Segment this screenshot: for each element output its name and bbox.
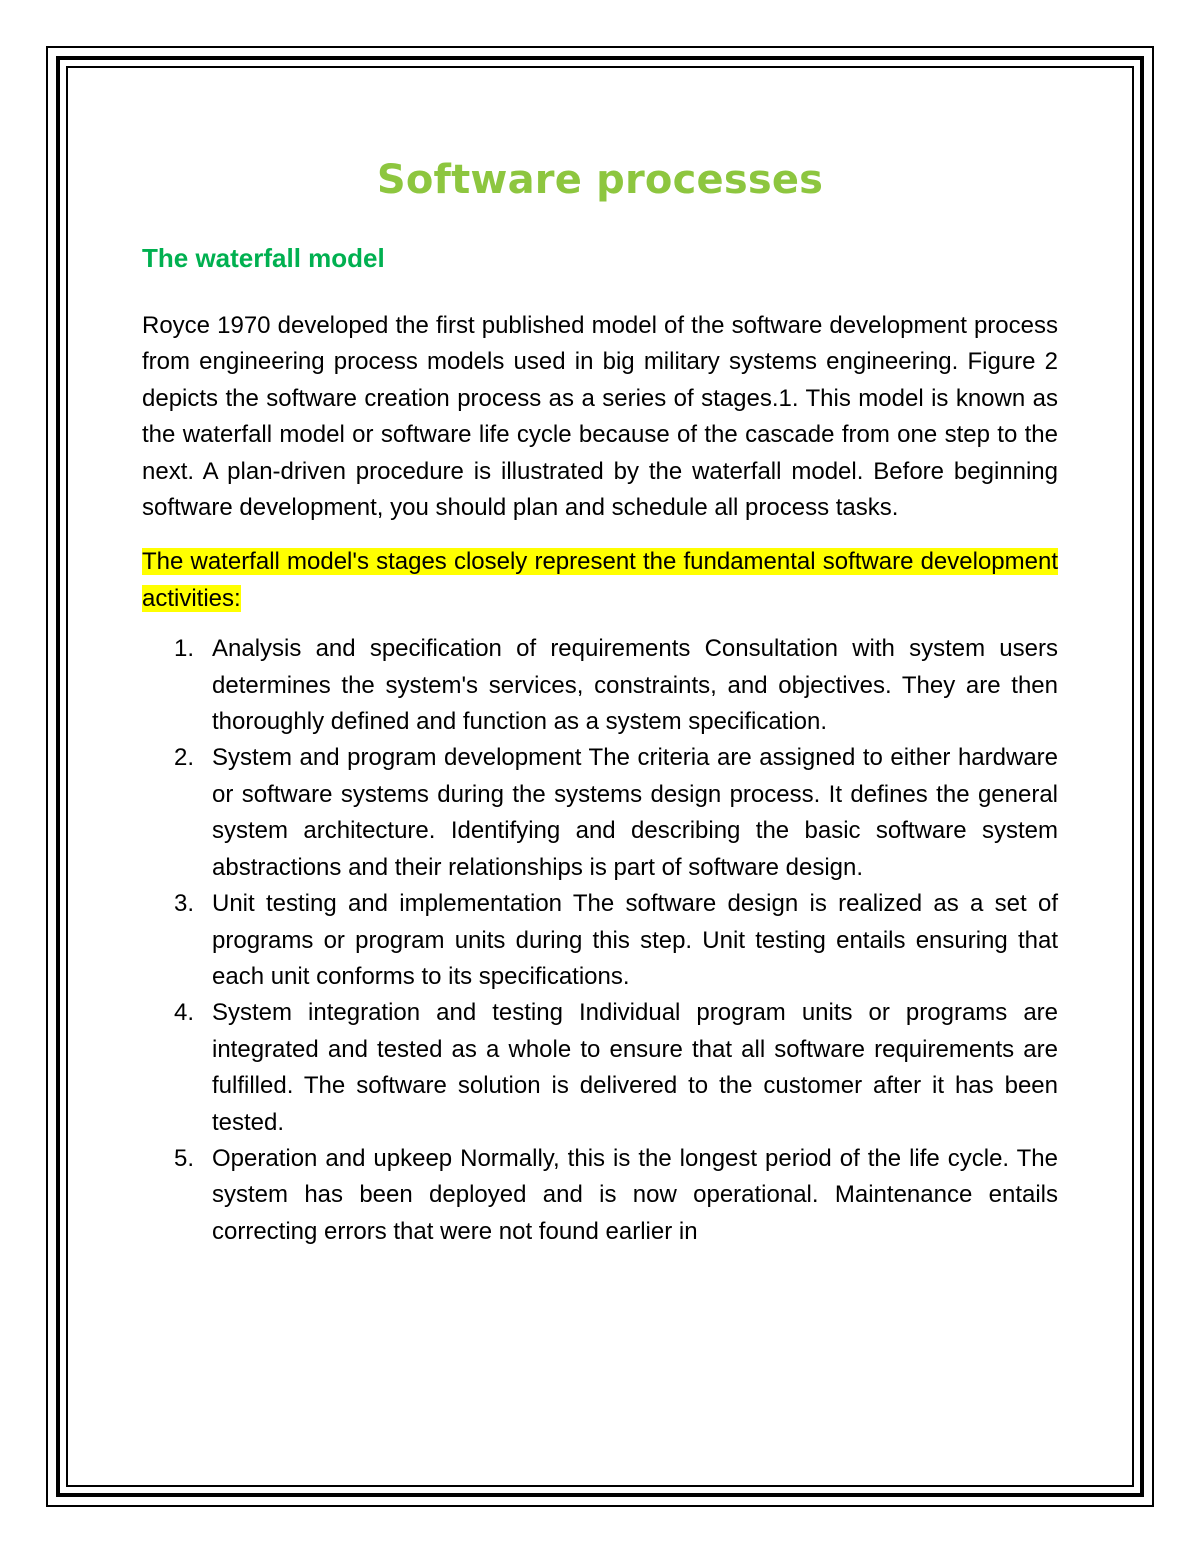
list-item-text: System integration and testing Individual program units or programs are integrated and tested as a whole to ensure that all software requirements are fulfilled. The software solution is delivered to the customer after it has been tested.	[212, 999, 1058, 1136]
list-item	[142, 631, 1058, 740]
highlighted-paragraph	[142, 544, 1058, 617]
list-item	[142, 995, 1058, 1141]
page-title: Software processes	[376, 157, 824, 203]
list-item	[142, 740, 1058, 886]
intro-paragraph: Royce 1970 developed the first published model of the software development process from engineering process models used in big military systems engineering. Figure 2 depicts the software creation process as a series of stages.1. This model is known as the waterfall model or software life cycle because of the cascade from one step to the next. A plan-driven procedure is illustrated by the waterfall model. Before beginning software development, you should plan and schedule all process tasks.	[142, 312, 1058, 522]
highlighted-text: The waterfall model's stages closely represent the fundamental software development activities:	[142, 548, 1058, 612]
list-item-number: 4.	[174, 999, 195, 1027]
list-item-text: Operation and upkeep Normally, this is the longest period of the life cycle. The system has been deployed and is now operational. Maintenance entails correcting errors that were not found earlier in	[212, 1144, 1058, 1245]
steps-list	[142, 631, 1058, 1250]
list-item-number: 3.	[174, 890, 195, 918]
list-item-number: 5.	[174, 1144, 195, 1172]
page-content	[142, 150, 1058, 1250]
list-item-text: Unit testing and implementation The software design is realized as a set of programs or program units during this step. Unit testing entails ensuring that each unit conforms to its specifications.	[212, 890, 1058, 990]
section-heading: The waterfall model	[142, 243, 385, 273]
list-item-number: 2.	[174, 744, 195, 772]
list-item	[142, 886, 1058, 995]
list-item-text: System and program development The criteria are assigned to either hardware or software systems during the systems design process. It defines the general system architecture. Identifying and describing the basic software system abstractions and their relationships is part of software design.	[212, 744, 1058, 881]
list-item-text: Analysis and specification of requirements Consultation with system users determines the system's services, constraints, and objectives. They are then thoroughly defined and function as a system specification.	[212, 635, 1058, 736]
list-item-number: 1.	[174, 635, 195, 663]
list-item	[142, 1141, 1058, 1250]
